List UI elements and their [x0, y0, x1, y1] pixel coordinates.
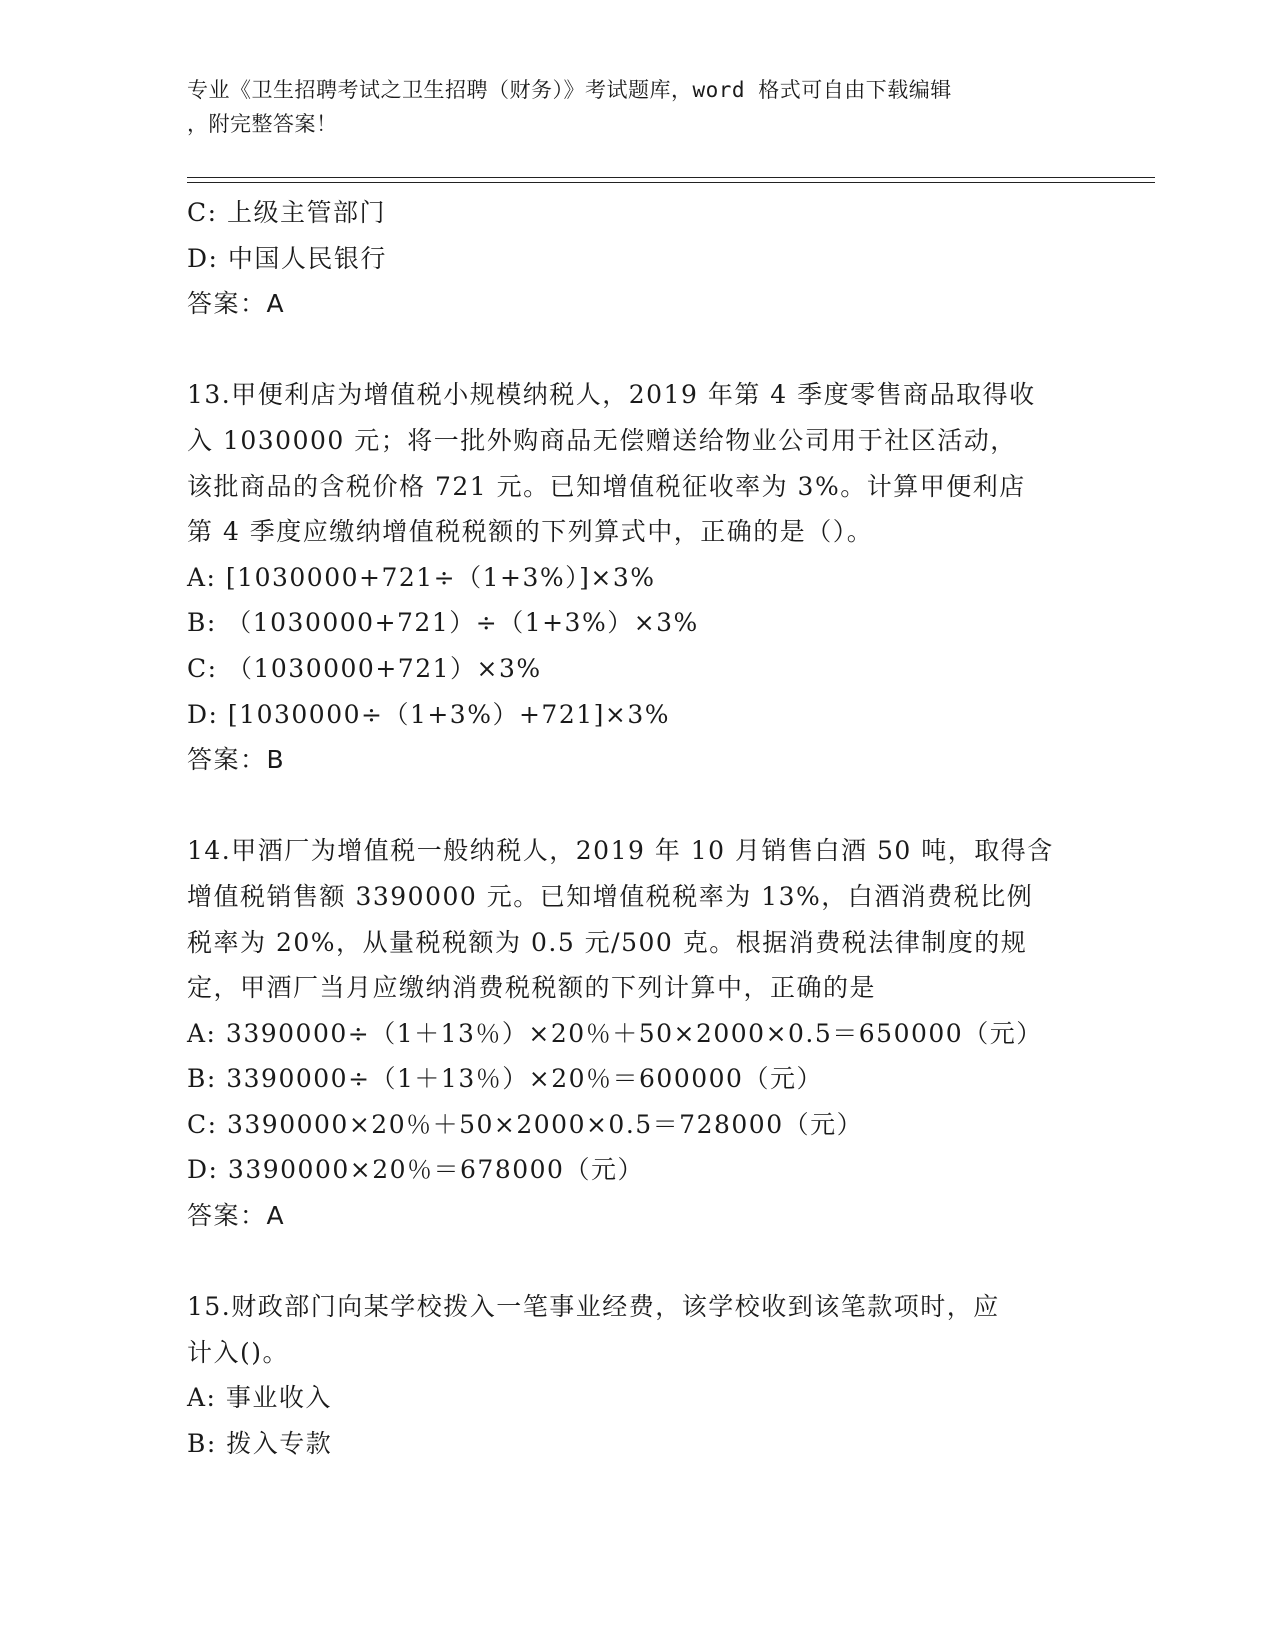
option-b: B: （1030000+721）÷（1+3%）×3%: [187, 608, 699, 638]
question-13: [187, 372, 1107, 782]
header-divider-top: [187, 177, 1155, 178]
answer-line: 答案：A: [187, 1201, 286, 1231]
option-a: A: [1030000+721÷（1+3%）]×3%: [187, 562, 656, 592]
option-b: B: 3390000÷（1＋13％）×20％＝600000（元）: [187, 1064, 823, 1094]
question-text-line: 13.甲便利店为增值税小规模纳税人，2019 年第 4 季度零售商品取得收: [187, 380, 1036, 410]
header-line-1: 专业《卫生招聘考试之卫生招聘（财务）》考试题库，word 格式可自由下载编辑: [187, 78, 952, 102]
option-d: D: 3390000×20％＝678000（元）: [187, 1155, 644, 1185]
question-text-line: 增值税销售额 3390000 元。已知增值税税率为 13%，白酒消费税比例: [187, 881, 1034, 911]
question-text-line: 第 4 季度应缴纳增值税税额的下列算式中，正确的是（）。: [187, 517, 874, 547]
option-d: D: 中国人民银行: [187, 243, 387, 273]
question-content: [187, 190, 1107, 1467]
option-c: C: （1030000+721）×3%: [187, 653, 542, 683]
question-text-line: 入 1030000 元；将一批外购商品无偿赠送给物业公司用于社区活动，: [187, 425, 1017, 455]
answer-line: 答案：B: [187, 745, 286, 775]
question-text-line: 定，甲酒厂当月应缴纳消费税税额的下列计算中，正确的是: [187, 973, 877, 1003]
prev-question-block: [187, 190, 1107, 327]
option-a: A: 3390000÷（1＋13％）×20％＋50×2000×0.5＝650000（元）: [187, 1018, 1043, 1048]
question-text-line: 税率为 20%，从量税税额为 0.5 元/500 克。根据消费税法律制度的规: [187, 927, 1028, 957]
header-line-2: ，附完整答案！: [187, 112, 338, 136]
option-c: C: 3390000×20％＋50×2000×0.5＝728000（元）: [187, 1109, 864, 1139]
option-c: C: 上级主管部门: [187, 198, 386, 227]
document-header: [187, 73, 1087, 141]
option-d: D: [1030000÷（1+3%）+721]×3%: [187, 699, 670, 729]
question-text-line: 15.财政部门向某学校拨入一笔事业经费，该学校收到该笔款项时，应: [187, 1292, 1000, 1322]
question-14: [187, 828, 1107, 1238]
question-15: [187, 1284, 1107, 1466]
answer-line: 答案：A: [187, 289, 286, 319]
question-text-line: 该批商品的含税价格 721 元。已知增值税征收率为 3%。计算甲便利店: [187, 471, 1026, 501]
question-text-line: 14.甲酒厂为增值税一般纳税人，2019 年 10 月销售白酒 50 吨，取得含: [187, 836, 1054, 866]
option-a: A: 事业收入: [187, 1383, 332, 1413]
question-text-line: 计入()。: [187, 1337, 290, 1367]
header-divider-bottom: [187, 182, 1155, 183]
option-b: B: 拨入专款: [187, 1429, 333, 1459]
